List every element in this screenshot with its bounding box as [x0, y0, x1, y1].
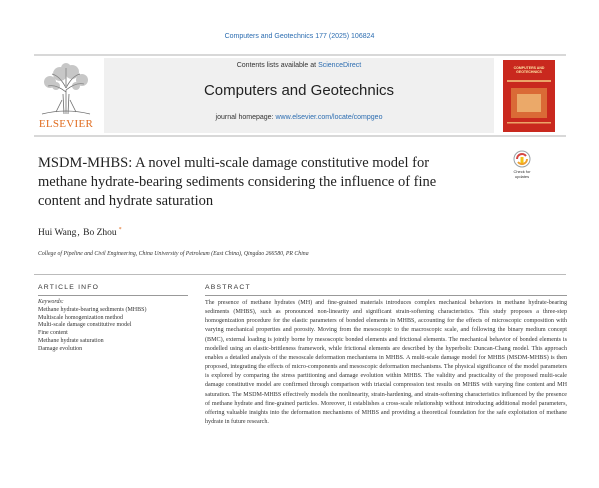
contents-prefix: Contents lists available at [236, 62, 319, 69]
author-name[interactable]: Hui Wang [38, 228, 77, 239]
check-updates-line1: Check for [513, 169, 531, 174]
author-separator: , [77, 228, 80, 239]
check-updates-line2: updates [514, 174, 530, 179]
check-updates-icon [507, 149, 537, 169]
cover-artwork [503, 60, 555, 132]
author-affiliation: College of Pipeline and Civil Engineering, China University of Petroleum (East China), Qingdao 266580, PR China [38, 251, 309, 257]
journal-homepage-link[interactable]: www.elsevier.com/locate/compgeo [275, 114, 383, 121]
journal-homepage-line [104, 114, 494, 121]
keyword-item: Methane hydrate saturation [38, 337, 104, 344]
elsevier-logo[interactable] [36, 60, 96, 130]
keyword-item: Fine content [38, 330, 68, 337]
abstract-body: The presence of methane hydrates (MH) and fine-grained materials introduces complex mechanical behaviors in methane hydrate-bearing sediments (MHBS), such as pronounced non-linearity and significant strain-softening characteristics. This study proposes a three-step homogenization procedure for the elastic parameters of bonded elements in MHBS, accounting for the effects of microscopic composition with varying mechanical properties and porosity. Moving from the mesoscopic to the macroscopic scale, and following the binary medium concept (BMC), external loading is jointly borne by mesoscopic bonded elements and frictional elements. The mechanical behavior of bonded elements is modelled using an elastic-brittleness framework, while frictional elements are described by the hyperbolic Duncan-Chang model. This approach enables a detailed analysis of the mesoscale deformation mechanisms in MHBS. A multi-scale damage model for MHBS (MSDM-MHBS) is then proposed, integrating the effects of micro-components and mesoscopic deformation mechanisms. The physical significance of the model parameters is explored by comparing the stress partitioning and damage evolution within MHBS. The validity and practicality of the proposed multi-scale damage constitutive model are confirmed through comparison with triaxial compression test results on MHBS with varying fine content and MH saturation. The MSDM-MHBS effectively models the nonlinearity, strain-hardening, and strain-softening characteristics influenced by the presence of methane hydrate and fine-grained particles. Moreover, it establishes a cross-scale relationship without introducing additional model parameters, offering valuable insights into the deformation mechanisms of MHBS and providing a theoretical foundation for the safe exploitation of methane hydrate in future research. [205, 300, 567, 426]
article-info-heading: ARTICLE INFO [38, 284, 100, 291]
keyword-item: Damage evolution [38, 345, 83, 352]
journal-cover-image[interactable] [503, 60, 555, 132]
keyword-item: Multiscale homogenization method [38, 314, 123, 321]
check-for-updates-badge[interactable] [507, 149, 537, 183]
section-divider [34, 274, 566, 275]
keyword-item: Methane hydrate-bearing sediments (MHBS) [38, 306, 147, 313]
author-list [38, 227, 122, 238]
corresponding-author-mark[interactable]: * [118, 227, 122, 233]
check-updates-label [507, 169, 537, 179]
journal-citation[interactable]: Computers and Geotechnics 177 (2025) 106824 [224, 33, 375, 40]
masthead-top-rule [34, 54, 566, 56]
cover-title: COMPUTERS AND GEOTECHNICS [513, 66, 545, 75]
keywords-label: Keywords: [38, 299, 64, 305]
article-title: MSDM-MHBS: A novel multi-scale damage constitutive model for methane hydrate-bearing sediments considering the influence of fine content and hydrate saturation [38, 155, 437, 209]
homepage-prefix: journal homepage: [215, 114, 276, 121]
article-info-rule [38, 295, 188, 296]
journal-masthead [104, 58, 494, 133]
contents-available-line [104, 62, 494, 69]
abstract-heading: ABSTRACT [205, 284, 251, 291]
author-name[interactable]: Bo Zhou [83, 228, 117, 239]
tree-icon [36, 60, 96, 116]
sciencedirect-link[interactable]: ScienceDirect [318, 62, 362, 69]
publisher-wordmark: ELSEVIER [38, 118, 94, 130]
journal-title: Computers and Geotechnics [203, 82, 395, 99]
abstract-rule [205, 295, 567, 296]
keyword-item: Multi-scale damage constitutive model [38, 322, 132, 329]
keywords-block [38, 299, 198, 354]
masthead-bottom-rule [34, 135, 566, 137]
